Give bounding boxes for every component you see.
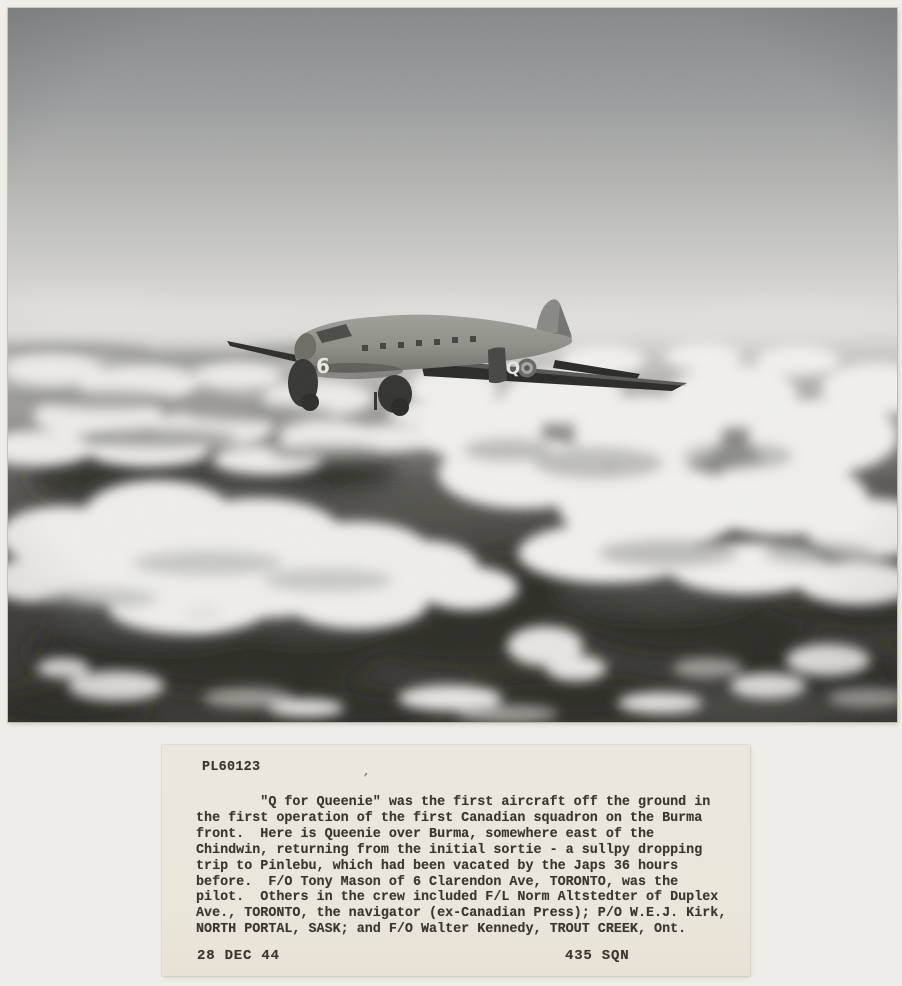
photo-grain	[8, 8, 897, 722]
caption-line: Chindwin, returning from the initial sortie - a sullpy dropping	[196, 842, 703, 858]
caption-line: trip to Pinlebu, which had been vacated by the Japs 36 hours	[196, 858, 679, 874]
caption-card	[162, 745, 750, 976]
caption-line: Ave., TORONTO, the navigator (ex-Canadian Press); P/O W.E.J. Kirk,	[196, 906, 727, 922]
aerial-photograph	[8, 8, 897, 722]
caption-squadron: 435 SQN	[565, 948, 630, 964]
caption-line: front. Here is Queenie over Burma, somewhere east of the	[196, 826, 655, 842]
caption-line: pilot. Others in the crew included F/L Norm Altstedter of Duplex	[196, 890, 719, 906]
photo-scene	[8, 8, 897, 722]
caption-body	[196, 795, 726, 938]
caption-line: "Q for Queenie" was the first aircraft off the ground in	[196, 795, 711, 810]
stray-typewriter-mark: ’	[361, 772, 370, 786]
caption-date: 28 DEC 44	[197, 948, 280, 964]
photo-id: PL60123	[202, 760, 261, 775]
caption-line: before. F/O Tony Mason of 6 Clarendon Ave, TORONTO, was the	[196, 874, 679, 890]
caption-line: the first operation of the first Canadian squadron on the Burma	[196, 810, 703, 826]
caption-line: NORTH PORTAL, SASK; and F/O Walter Kennedy, TROUT CREEK, Ont.	[196, 922, 687, 938]
